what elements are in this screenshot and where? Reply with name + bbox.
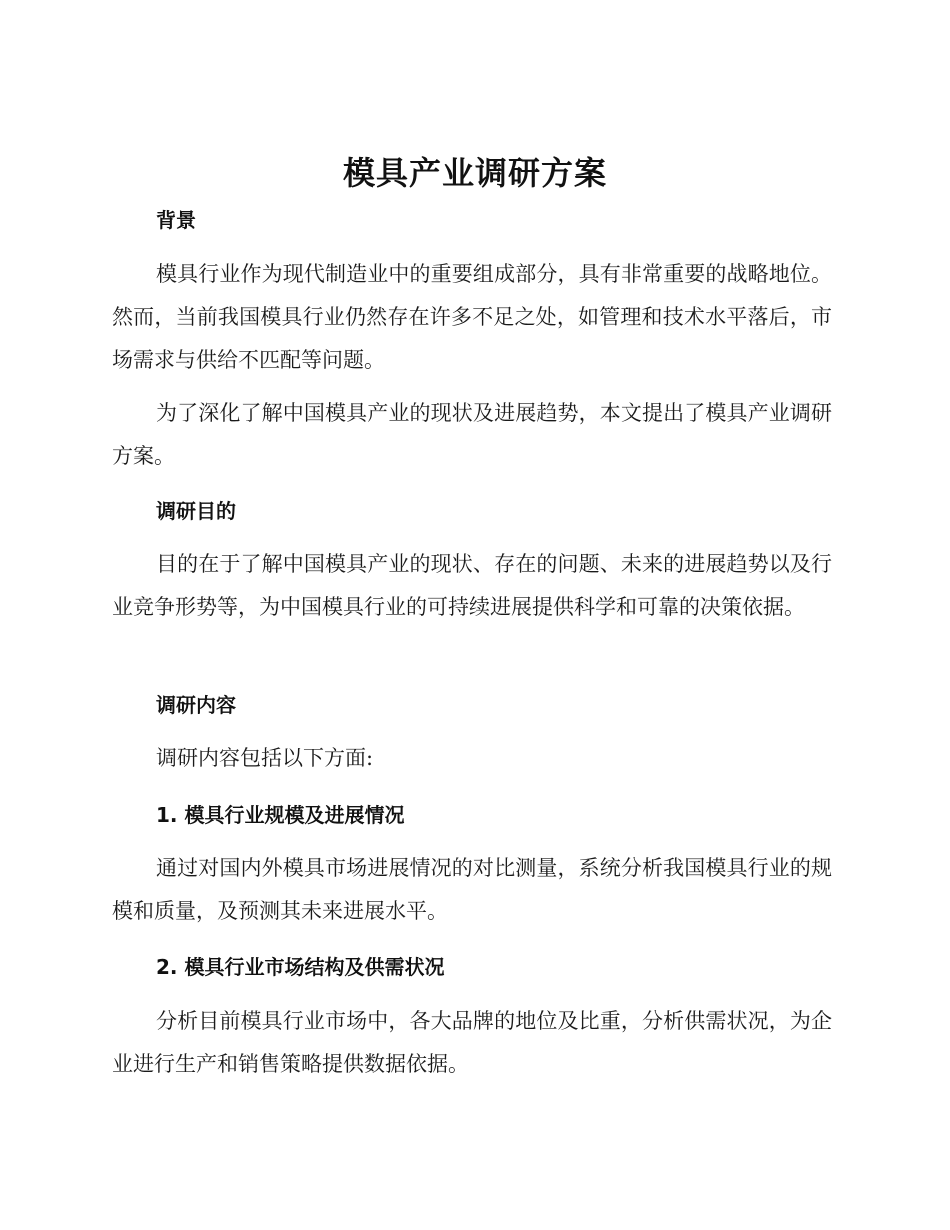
subsection-heading-2: 2. 模具行业市场结构及供需状况 (156, 955, 445, 979)
content-intro: 调研内容包括以下方面: (156, 746, 374, 770)
subsection-paragraph-1: 通过对国内外模具市场进展情况的对比测量，系统分析我国模具行业的规模和质量，及预测其未来进展水平。 (112, 856, 832, 923)
background-paragraph-1: 模具行业作为现代制造业中的重要组成部分，具有非常重要的战略地位。然而，当前我国模具行业仍然存在许多不足之处，如管理和技术水平落后，市场需求与供给不匹配等问题。 (112, 262, 832, 372)
section-heading-content: 调研内容 (156, 693, 236, 717)
section-heading-background: 背景 (156, 208, 196, 232)
document-title: 模具产业调研方案 (342, 154, 607, 192)
section-heading-purpose: 调研目的 (156, 499, 236, 523)
subsection-heading-1: 1. 模具行业规模及进展情况 (156, 803, 405, 827)
purpose-paragraph: 目的在于了解中国模具产业的现状、存在的问题、未来的进展趋势以及行业竞争形势等，为中国模具行业的可持续进展提供科学和可靠的决策依据。 (112, 552, 832, 619)
background-paragraph-2: 为了深化了解中国模具产业的现状及进展趋势，本文提出了模具产业调研方案。 (112, 401, 832, 468)
subsection-paragraph-2: 分析目前模具行业市场中，各大品牌的地位及比重，分析供需状况，为企业进行生产和销售策略提供数据依据。 (112, 1009, 832, 1076)
